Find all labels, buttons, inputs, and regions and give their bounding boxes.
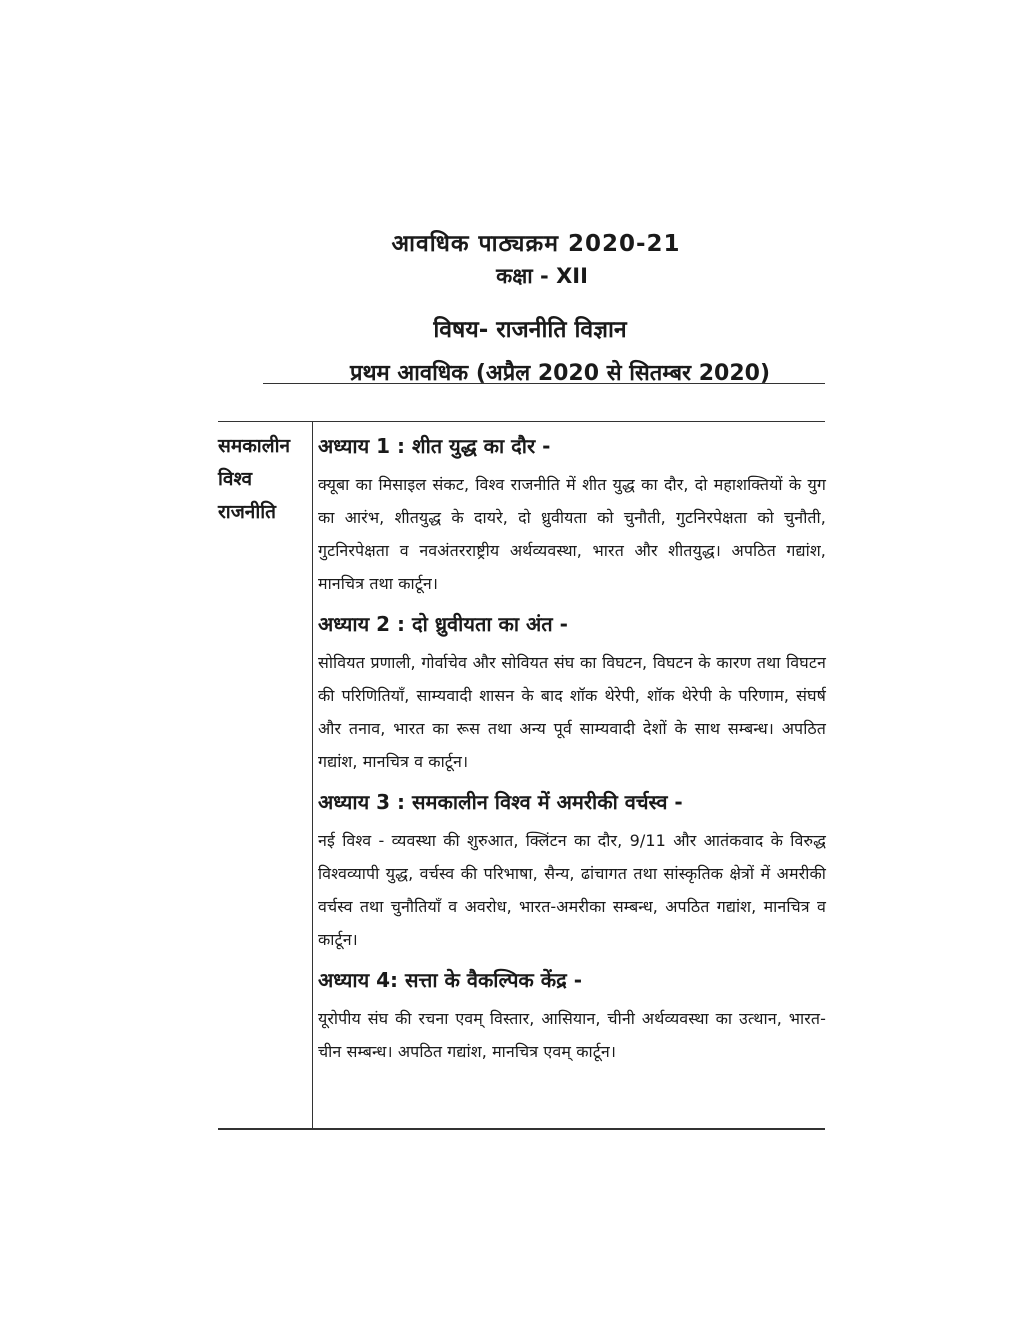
chapter-3: [318, 784, 826, 956]
chapter-content: सोवियत प्रणाली, गोर्वाचेव और सोवियत संघ का विघटन, विघटन के कारण तथा विघटन की परिणितियाँ, साम्यवादी शासन के बाद शॉक थेरेपी, शॉक थेरेपी के परिणाम, संघर्ष और तनाव, भारत का रूस तथा अन्य पूर्व साम्यवादी देशों के साथ सम्बन्ध। अपठित गद्यांश, मानचित्र व कार्टून।: [318, 653, 826, 771]
unit-name-line: समकालीन: [218, 435, 291, 457]
chapter-content: नई विश्व - व्यवस्था की शुरुआत, क्लिंटन का दौर, 9/11 और आतंकवाद के विरुद्ध विश्वव्यापी युद्ध, वर्चस्व की परिभाषा, सैन्य, ढांचागत तथा सांस्कृतिक क्षेत्रों में अमरीकी वर्चस्व तथा चुनौतियाँ व अवरोध, भारत-अमरीका सम्बन्ध, अपठित गद्यांश, मानचित्र व कार्टून।: [318, 831, 826, 949]
chapters-cell: [318, 428, 826, 1074]
chapter-1: [318, 428, 826, 600]
term-label: प्रथम आवधिक (अप्रैल 2020 से सितम्बर 2020): [349, 361, 771, 386]
unit-name-line: राजनीति: [218, 501, 277, 523]
unit-name-cell: [218, 430, 310, 529]
syllabus-title: आवधिक पाठ्यक्रम 2020-21: [391, 231, 681, 257]
chapter-heading: अध्याय 3 : समकालीन विश्व में अमरीकी वर्चस्व -: [318, 790, 683, 814]
column-divider: [312, 422, 313, 1128]
chapter-content: यूरोपीय संघ की रचना एवम् विस्तार, आसियान, चीनी अर्थव्यवस्था का उत्थान, भारत-चीन सम्बन्ध। अपठित गद्यांश, मानचित्र एवम् कार्टून।: [318, 1009, 826, 1061]
chapter-heading: अध्याय 4: सत्ता के वैकल्पिक केंद्र -: [318, 968, 582, 992]
chapter-heading: अध्याय 1 : शीत युद्ध का दौर -: [318, 434, 551, 458]
chapter-content: क्यूबा का मिसाइल संकट, विश्व राजनीति में शीत युद्ध का दौर, दो महाशक्तियों के युग का आरंभ, शीतयुद्ध के दायरे, दो ध्रुवीयता को चुनौती, गुटनिरपेक्षता को चुनौती, गुटनिरपेक्षता व नवअंतरराष्ट्रीय अर्थव्यवस्था, भारत और शीतयुद्ध। अपठित गद्यांश, मानचित्र तथा कार्टून।: [318, 475, 826, 593]
class-label: कक्षा - XII: [496, 264, 588, 288]
chapter-4: [318, 962, 826, 1068]
syllabus-table: [218, 421, 825, 1130]
chapter-2: [318, 606, 826, 778]
subject-label: विषय- राजनीति विज्ञान: [433, 317, 627, 343]
unit-name-line: विश्व: [218, 468, 253, 490]
header-divider: [263, 383, 825, 384]
chapter-heading: अध्याय 2 : दो ध्रुवीयता का अंत -: [318, 612, 568, 636]
